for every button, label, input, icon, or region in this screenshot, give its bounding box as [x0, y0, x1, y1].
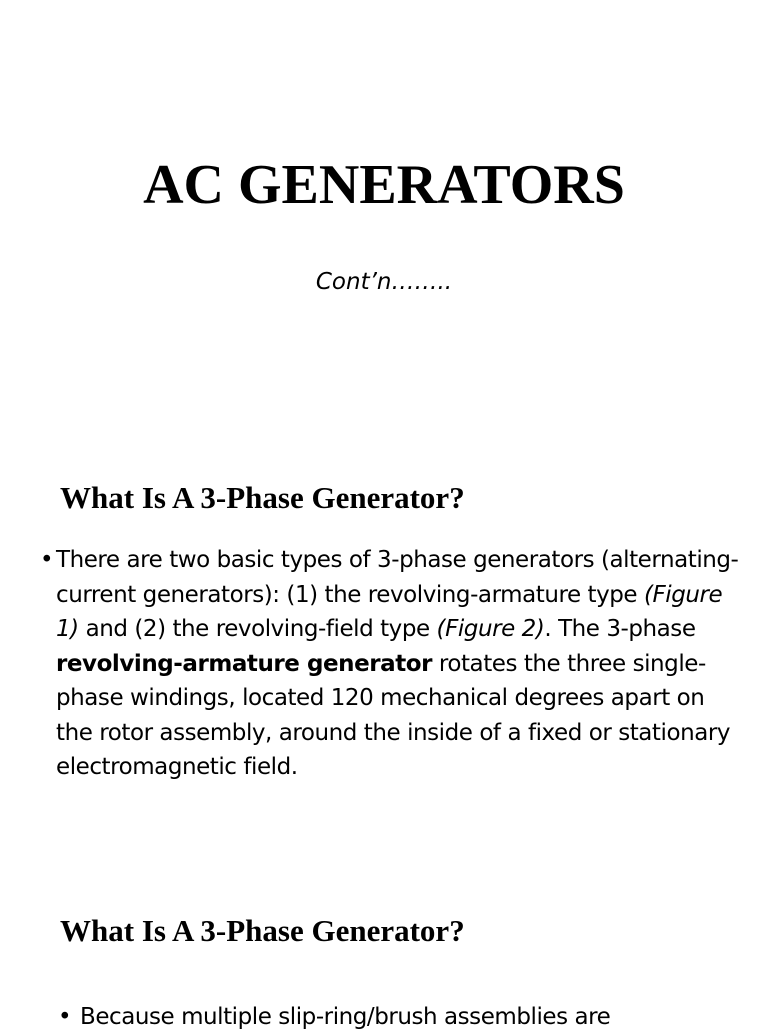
text-run: Because multiple slip-ring/brush assemblies are [80, 1004, 611, 1030]
figure-reference: (Figure 1) [56, 581, 723, 642]
bullet-marker: • [40, 547, 54, 573]
bullet-marker: • [58, 1004, 72, 1030]
slide-subtitle: Cont’n…….. [315, 269, 453, 295]
bullet-text [56, 543, 740, 785]
bullet-item [40, 543, 740, 785]
bullet-text [80, 1000, 740, 1035]
slide-title: AC GENERATORS [143, 154, 625, 216]
text-run: There are two basic types of 3-phase generators (alternating-current generators): (1) the revolving-armature type [56, 547, 739, 608]
section-heading: What Is A 3-Phase Generator? [60, 913, 465, 948]
text-run: rotates the three single-phase windings, located 120 mechanical degrees apart on the rotor assembly, around the inside of a fixed or stationary electromagnetic field. [56, 650, 731, 780]
bullet-item [40, 1000, 740, 1035]
bold-term: revolving-armature generator [56, 650, 432, 677]
figure-reference: (Figure 2) [436, 616, 545, 642]
text-run: and (2) the revolving-field type [78, 616, 437, 642]
section-heading: What Is A 3-Phase Generator? [60, 480, 465, 515]
text-run: . The 3-phase [544, 616, 696, 642]
